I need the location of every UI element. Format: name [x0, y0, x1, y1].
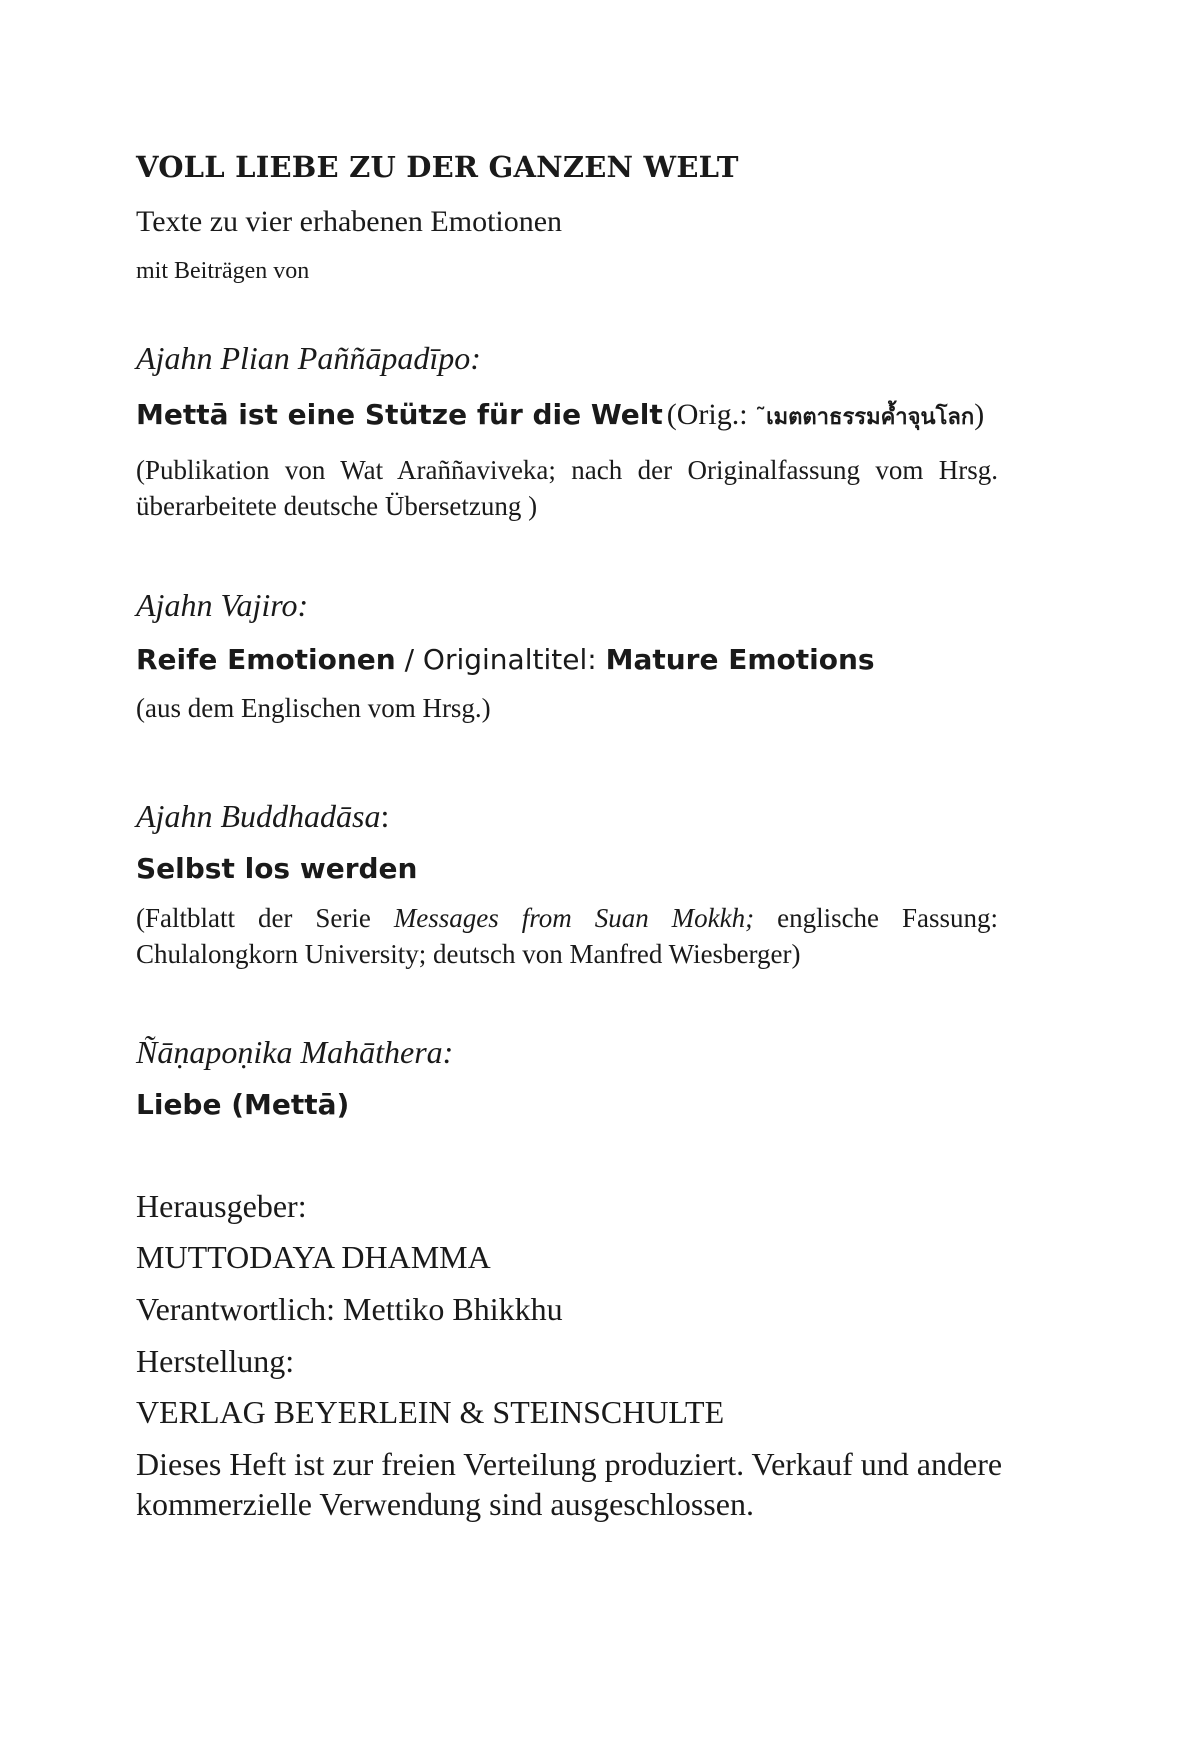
note-series-title: Messages from Suan Mokkh;: [393, 903, 755, 933]
note-vajiro: (aus dem Englischen vom Hrsg.): [136, 693, 491, 723]
orig-prefix: (Orig.:: [666, 398, 756, 431]
author-vajiro: Ajahn Vajiro:: [136, 587, 309, 623]
note-buddhadasa-suffix: englische Fassung: Chulalongkorn University; deutsch von Manfred Wiesberger): [136, 903, 999, 969]
note-plian: (Publikation von Wat Araññaviveka; nach der Originalfassung vom Hrsg. überarbeitete deutsche Übersetzung ): [136, 455, 998, 521]
author-buddhadasa-line: [136, 798, 389, 835]
author-buddhadasa: Ajahn Buddhadāsa: [136, 798, 381, 834]
work-title-line-1: [136, 398, 984, 434]
production-label: Herstellung:: [136, 1343, 295, 1379]
responsible-person: Verantwortlich: Mettiko Bhikkhu: [136, 1291, 563, 1327]
work-title-reife: Reife Emotionen: [136, 643, 396, 676]
work-title-selbst: Selbst los werden: [136, 852, 418, 885]
work-title-line-2: [136, 643, 875, 676]
contributions-label: mit Beiträgen von: [136, 258, 310, 284]
publisher-name: MUTTODAYA DHAMMA: [136, 1239, 491, 1275]
author-plian: Ajahn Plian Paññāpadīpo:: [136, 340, 481, 376]
publisher-label: Herausgeber:: [136, 1188, 307, 1224]
note-buddhadasa-prefix: (Faltblatt der Serie: [136, 903, 394, 933]
original-title-mature: Mature Emotions: [605, 643, 875, 676]
author-nyanaponika: Ñāṇapoṇika Mahāthera:: [136, 1034, 454, 1070]
book-subtitle: Texte zu vier erhabenen Emotionen: [136, 205, 563, 238]
producer-name: VERLAG BEYERLEIN & STEINSCHULTE: [136, 1394, 725, 1430]
book-title: VOLL LIEBE ZU DER GANZEN WELT: [136, 150, 739, 184]
note-buddhadasa: [136, 900, 998, 972]
distribution-note: Dieses Heft ist zur freien Verteilung produziert. Verkauf und andere kommerzielle Verwendung sind ausgeschlossen.: [136, 1446, 1003, 1522]
work-title-metta: Mettā ist eine Stütze für die Welt: [136, 398, 663, 431]
orig-suffix: ): [974, 398, 985, 431]
work-title-liebe: Liebe (Mettā): [136, 1088, 350, 1121]
author-buddhadasa-colon: :: [380, 798, 390, 834]
orig-thai-title: ˜เมตตาธรรมค้ำจุนโลก: [755, 405, 975, 430]
orig-title-separator: / Originaltitel:: [395, 643, 606, 676]
